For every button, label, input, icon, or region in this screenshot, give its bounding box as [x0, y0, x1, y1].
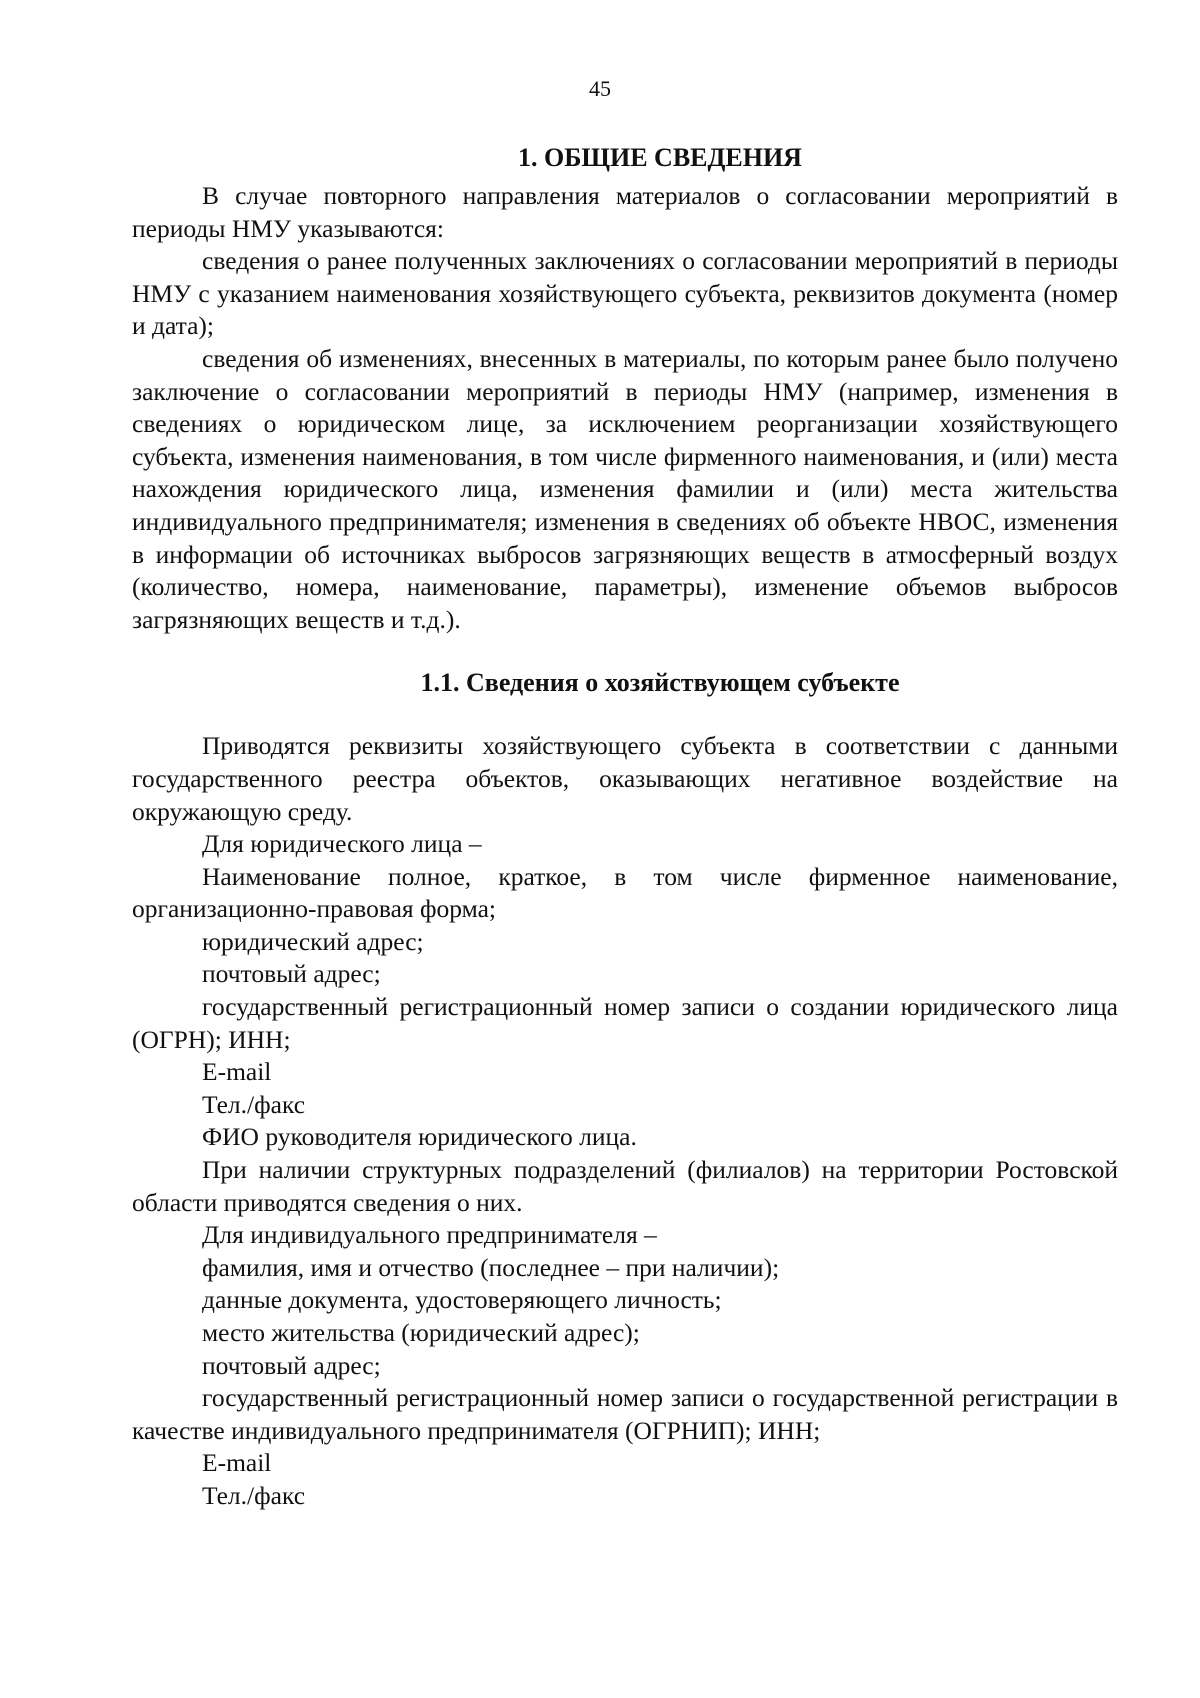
- head-name-item: ФИО руководителя юридического лица.: [202, 1122, 637, 1152]
- legal-entity-label: Для юридического лица –: [202, 829, 482, 859]
- legal-name-item: Наименование полное, краткое, в том числе фирменное наименование, организационно-правовая форма;: [132, 861, 1118, 924]
- ip-residence-item: место жительства (юридический адрес);: [202, 1318, 640, 1347]
- intro-paragraph-1: В случае повторного направления материалов о согласовании мероприятий в периоды НМУ указываются:: [132, 181, 1118, 243]
- ip-phone-item: Тел./факс: [202, 1480, 306, 1510]
- ip-postal-item: почтовый адрес;: [202, 1350, 381, 1380]
- intro-paragraph-2: сведения о ранее полученных заключениях о согласовании мероприятий в периоды НМУ с указанием наименования хозяйствующего субъекта, реквизитов документа (номер и дата);: [132, 246, 1118, 341]
- branches-paragraph: При наличии структурных подразделений (филиалов) на территории Ростовской области приводятся сведения о них.: [132, 1155, 1118, 1217]
- postal-address-item: почтовый адрес;: [202, 959, 381, 989]
- ip-document-item: данные документа, удостоверяющего личность;: [202, 1285, 722, 1315]
- ip-label: Для индивидуального предпринимателя –: [202, 1220, 657, 1250]
- requisites-paragraph: Приводятся реквизиты хозяйствующего субъекта в соответствии с данными государственного реестра объектов, оказывающих негативное воздействие на окружающую среду.: [132, 731, 1118, 826]
- ip-name-item: фамилия, имя и отчество (последнее – при наличии);: [202, 1252, 780, 1282]
- page-content: [132, 140, 1118, 1513]
- legal-address-item: юридический адрес;: [202, 926, 424, 956]
- section-heading: 1. ОБЩИЕ СВЕДЕНИЯ: [518, 143, 802, 172]
- phone-item: Тел./факс: [202, 1089, 306, 1119]
- page-number: 45: [589, 76, 611, 101]
- ogrnip-item: государственный регистрационный номер записи о государственной регистрации в качестве индивидуального предпринимателя (ОГРНИП); ИНН;: [132, 1383, 1118, 1445]
- intro-paragraph-3: сведения об изменениях, внесенных в материалы, по которым ранее было получено заключение о согласовании мероприятий в периоды НМУ (например, изменения в сведениях о юридическом лице, за исключением реорганизации хозяйствующего субъекта, изменения наименования, в том числе фирменного наименования, и (или) места нахождения юридического лица, изменения фамилии и (или) места жительства индивидуального предпринимателя; изменения в сведениях об объекте НВОС, изменения в информации об источниках выбросов загрязняющих веществ в атмосферный воздух (количество, номера, наименование, параметры), изменение объемов выбросов загрязняющих веществ и т.д.).: [132, 343, 1118, 634]
- ip-email-item: E-mail: [202, 1448, 272, 1478]
- ogrn-item: государственный регистрационный номер записи о создании юридического лица (ОГРН); ИНН;: [132, 992, 1118, 1054]
- subsection-heading: 1.1. Сведения о хозяйствующем субъекте: [420, 668, 900, 698]
- email-item: E-mail: [202, 1057, 272, 1087]
